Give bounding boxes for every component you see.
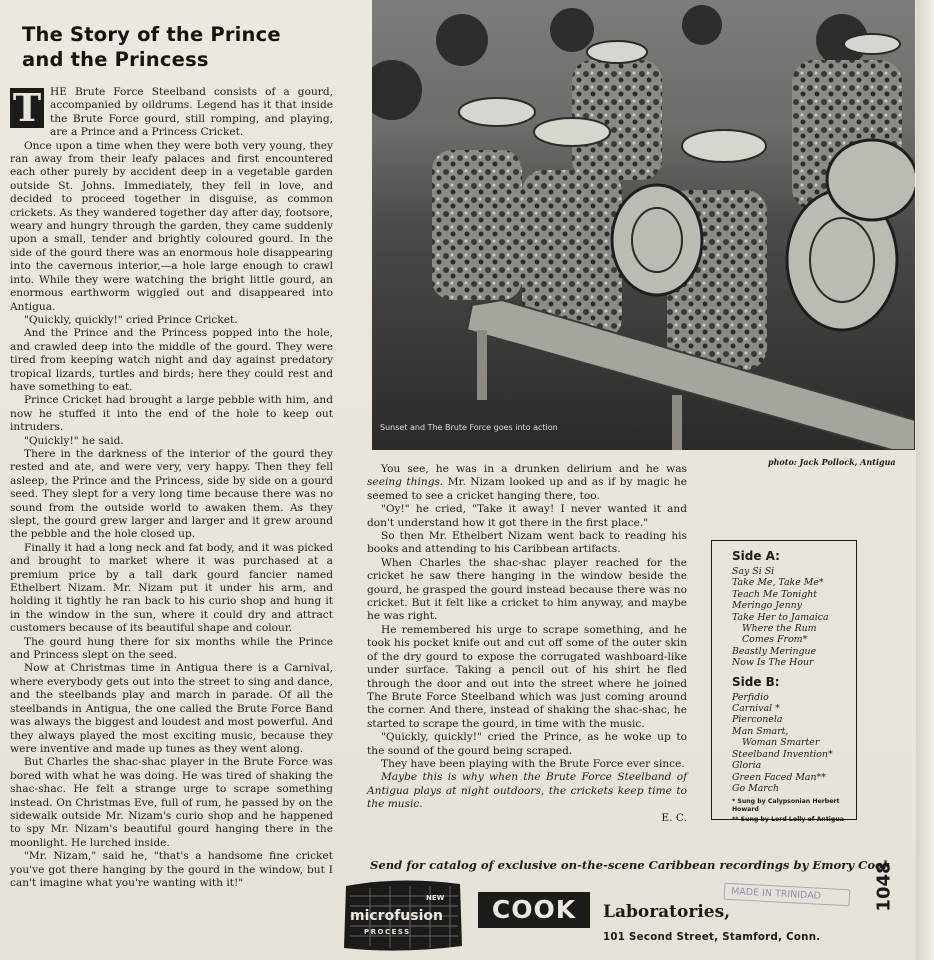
track-title: Pierconela <box>732 714 783 726</box>
title-line-1: The Story of the Prince <box>22 23 281 46</box>
paragraph: The gourd hung there for six months while the Prince and Princess slept on the seed. <box>10 635 333 662</box>
track-title: Perfidio <box>732 691 769 703</box>
vocal-note: * Sung by Calypsonian Herbert Howard <box>732 798 840 814</box>
address: 101 Second Street, Stamford, Conn. <box>603 932 821 943</box>
signature: E. C. <box>661 811 687 824</box>
cover-edge <box>916 0 934 960</box>
track-title: Meringo Jenny <box>732 600 802 612</box>
track-title: Carnival * <box>732 703 780 715</box>
paragraph: And the Prince and the Princess popped into the hole, and crawled deep into the middle of the gourd. They were tired from keeping watch night and day against predatory tropical lizards, turtles and birds; here they could rest and have something to eat. <box>10 327 333 393</box>
vocal-note: ** Sung by Lord Lolly of Antigua <box>732 816 844 824</box>
catalog-number: 1048 <box>873 861 895 912</box>
title-line-2: and the Princess <box>22 48 209 71</box>
track-title: Take Her to Jamaica <box>732 611 829 623</box>
track-title: Woman Smarter <box>742 737 820 749</box>
side-b-heading: Side B: <box>732 674 780 689</box>
track-title: Teach Me Tonight <box>732 588 818 600</box>
track-title: Now Is The Hour <box>732 657 814 669</box>
photo-caption: Sunset and The Brute Force goes into action <box>380 423 558 432</box>
paragraph: You see, he was in a drunken delirium and he was seeing things. Mr. Nizam looked up and as if by magic he seemed to see a cricket hanging there, too. <box>367 463 687 502</box>
track-title: Man Smart, <box>732 725 789 737</box>
paragraph: He remembered his urge to scrape something, and he took his pocket knife out and cut off some of the outer skin of the dry gourd to expose the corrugated washboard-like under surface. Taking a pencil out of his shirt he fled through the door and out into the street where he joined The Brute Force Steelband which was just coming around the corner. And there, instead of shaking the shac-shac, he started to scrape the gourd, in time with the music. <box>367 623 687 730</box>
logo-main-text: microfusion <box>350 908 443 924</box>
photo-credit: photo: Jack Pollock, Antigua <box>768 457 896 467</box>
paragraph: When Charles the shac-shac player reached for the cricket he saw there hanging in the window beside the gourd, he grasped the gourd instead because there was no cricket. But it felt like a cricket to him anyway, and maybe he was right. <box>367 556 687 623</box>
band-photo <box>372 0 915 450</box>
track-title: Comes From* <box>742 634 808 646</box>
paragraph: There in the darkness of the interior of the gourd they rested and ate, and were very, very happy. Then they fell asleep, the Prince and the Princess, side by side on a gourd seed. They slept for a very long time because there was no sound from the outside world to awaken them. As they slept, the gourd grew larger and larger and it grew around the pebble and the hole closed up. <box>10 447 333 541</box>
microfusion-logo <box>340 876 466 954</box>
paragraph: Once upon a time when they were both very young, they ran away from their leafy palaces and first encountered each other purely by accident deep in a vegetable garden outside St. Johns. Immediately, they fell in love, and decided to proceed together in disguise, as common crickets. As they wandered together day after day, footsore, weary and hungry through the garden, they came suddenly upon a small, tender and brightly coloured gourd. In the side of the gourd there was an enormous hole disappearing into the cavernous interior,—a hole large enough to crawl into. While they were watching the bright little gourd, an enormous earthworm wiggled out and disappeared into Antigua. <box>10 139 333 313</box>
laboratories-text: Laboratories, <box>603 902 731 922</box>
track-title: Green Faced Man** <box>732 771 826 783</box>
track-title: Say Si Si <box>732 566 775 577</box>
story-column-2 <box>367 463 687 825</box>
story-column-1 <box>10 86 333 890</box>
logo-new-text: NEW <box>426 894 445 902</box>
paragraph: "Quickly, quickly!" cried Prince Cricket. <box>24 313 238 326</box>
story-title <box>22 22 362 72</box>
side-a-heading: Side A: <box>732 549 780 563</box>
drop-cap: T <box>10 88 44 128</box>
tracklist-box <box>711 540 857 824</box>
paragraph: T HE Brute Force Steelband consists of a gourd, accompanied by oildrums. Legend has it that inside the Brute Force gourd, still romping, and playing, are a Prince and a Princess Cricket. <box>10 86 333 140</box>
paragraph: Prince Cricket had brought a large pebble with him, and now he stuffed it into the end of the hole to keep out intruders. <box>10 394 333 434</box>
cook-brand: COOK <box>478 892 590 928</box>
closing-paragraph: Maybe this is why when the Brute Force Steelband of Antigua plays at night outdoors, the crickets keep time to the music. <box>367 771 687 811</box>
paragraph: "Mr. Nizam," said he, "that's a handsome fine cricket you've got there hanging by the gourd in the window, but I can't imagine what you're wanting with it!" <box>10 850 333 889</box>
track-title: Steelband Invention* <box>732 748 833 760</box>
paragraph: Finally it had a long neck and fat body, and it was picked and brought to market where it was purchased at a premium price by a tall dark gourd fancier named Ethelbert Nizam. Mr. Nizam put it under his arm, and holding it tightly he ran back to his curio shop and hung it in the window in the sun, where it could dry and attract customers because of its beautiful shape and colour. <box>10 541 333 635</box>
track-title: Take Me, Take Me* <box>732 577 824 589</box>
catalog-offer: Send for catalog of exclusive on-the-scene Caribbean recordings by Emory Cook <box>370 858 891 872</box>
track-title: Go March <box>732 782 780 794</box>
paragraph: But Charles the shac-shac player in the Brute Force was bored with what he was doing. He was tired of shaking the shac-shac. He felt a strange urge to scrape something instead. On Christmas Eve, full of rum, he passed by on the sidewalk outside Mr. Nizam's curio shop and he happened to spy Mr. Nizam's beautiful gourd hanging there in the moonlight. He lurched inside. <box>10 756 333 849</box>
logo-process-text: PROCESS <box>364 928 411 936</box>
track-title: Beastly Meringue <box>732 645 817 657</box>
paragraph: "Oy!" he cried, "Take it away! I never wanted it and don't understand how it got there in the first place." <box>367 503 687 529</box>
paragraph: "Quickly, quickly!" cried the Prince, as he woke up to the sound of the gourd being scraped. <box>367 731 687 757</box>
paragraph: "Quickly!" he said. <box>24 434 124 447</box>
track-title: Where the Rum <box>742 623 817 635</box>
paragraph: So then Mr. Ethelbert Nizam went back to reading his books and attending to his Caribbean artifacts. <box>367 530 687 556</box>
made-in-stamp: MADE IN TRINIDAD <box>724 883 851 907</box>
paragraph: Now at Christmas time in Antigua there is a Carnival, where everybody gets out into the street to sing and dance, and the steelbands play and march in parade. Of all the steelbands in Antigua, the one called the Brute Force Band was always the biggest and loudest and most powerful. And they always played the most exciting music, because they were inventive and made up tunes as they went along. <box>10 662 333 755</box>
paragraph: They have been playing with the Brute Force ever since. <box>381 757 685 770</box>
photo-illustration <box>372 0 915 450</box>
track-title: Gloria <box>732 760 762 772</box>
